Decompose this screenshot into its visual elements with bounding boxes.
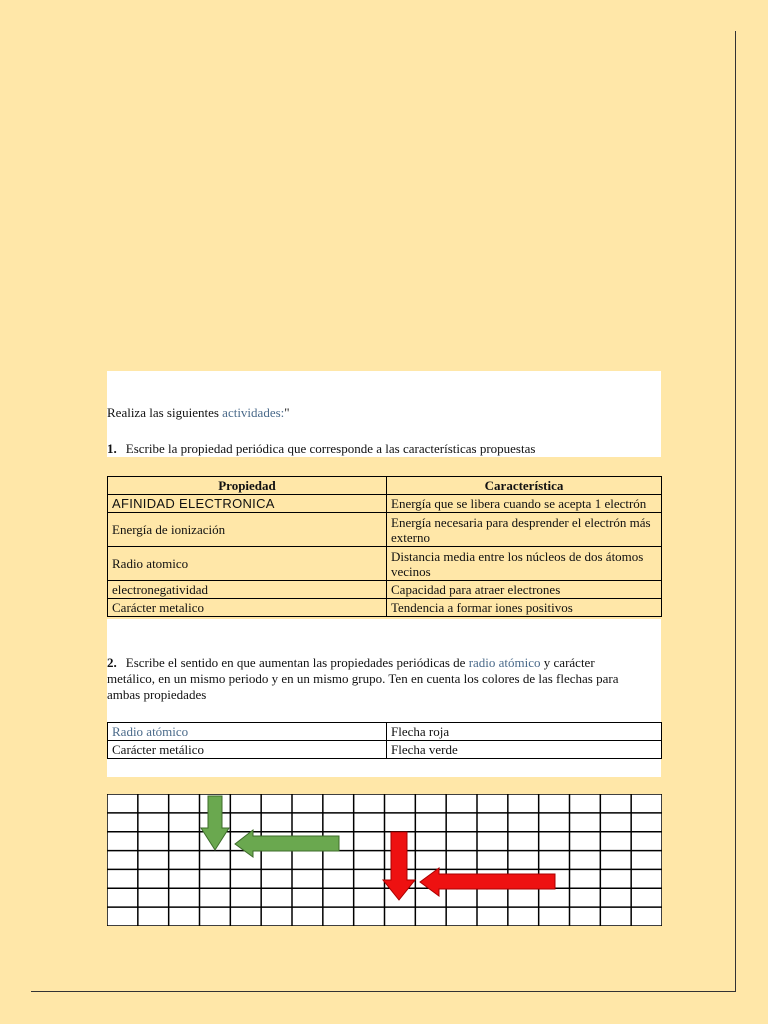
activities-link[interactable]: actividades: [222, 405, 285, 420]
table-row [108, 599, 662, 617]
question1-text: Escribe la propiedad periódica que corresponde a las características propuestas [125, 441, 536, 456]
property-cell[interactable]: Radio atómico [108, 723, 387, 741]
table-row [108, 547, 662, 581]
periodic-grid [107, 794, 662, 926]
property-cell[interactable]: Carácter metalico [108, 599, 387, 617]
question2-line2: metálico, en un mismo periodo y en un mismo grupo. Ten en cuenta los colores de las flechas para [107, 671, 619, 686]
question2-number: 2. [107, 655, 117, 670]
header-propiedad: Propiedad [108, 477, 387, 495]
characteristic-cell: Energía que se libera cuando se acepta 1 electrón [387, 495, 662, 513]
question2-line3: ambas propiedades [107, 687, 207, 702]
instruction-line [107, 405, 290, 421]
table-row [108, 581, 662, 599]
property-cell[interactable]: electronegatividad [108, 581, 387, 599]
property-cell[interactable]: Radio atomico [108, 547, 387, 581]
question2-line1 [107, 655, 595, 671]
header-caracteristica: Característica [387, 477, 662, 495]
characteristic-cell: Distancia media entre los núcleos de dos átomos vecinos [387, 547, 662, 581]
property-cell[interactable]: Energía de ionización [108, 513, 387, 547]
instruction-quote: " [284, 405, 290, 420]
arrow-legend-table [107, 722, 662, 759]
arrow-color-cell: Flecha verde [387, 741, 662, 759]
property-cell[interactable]: Carácter metálico [108, 741, 387, 759]
question1 [107, 441, 535, 457]
table-row [108, 741, 662, 759]
question2-text-suffix: y carácter [540, 655, 595, 670]
table-row [108, 495, 662, 513]
characteristic-cell: Tendencia a formar iones positivos [387, 599, 662, 617]
radio-atomico-link[interactable]: radio atómico [468, 655, 541, 670]
characteristic-cell: Energía necesaria para desprender el electrón más externo [387, 513, 662, 547]
question1-number: 1. [107, 441, 117, 456]
instruction-text: Realiza las siguientes [107, 405, 223, 420]
table-header-row [108, 477, 662, 495]
characteristic-cell: Capacidad para atraer electrones [387, 581, 662, 599]
arrow-color-cell: Flecha roja [387, 723, 662, 741]
table-row [108, 513, 662, 547]
properties-table [107, 476, 662, 617]
property-cell[interactable]: AFINIDAD ELECTRONICA [108, 495, 387, 513]
table-row [108, 723, 662, 741]
question2-text: Escribe el sentido en que aumentan las propiedades periódicas de [125, 655, 469, 670]
